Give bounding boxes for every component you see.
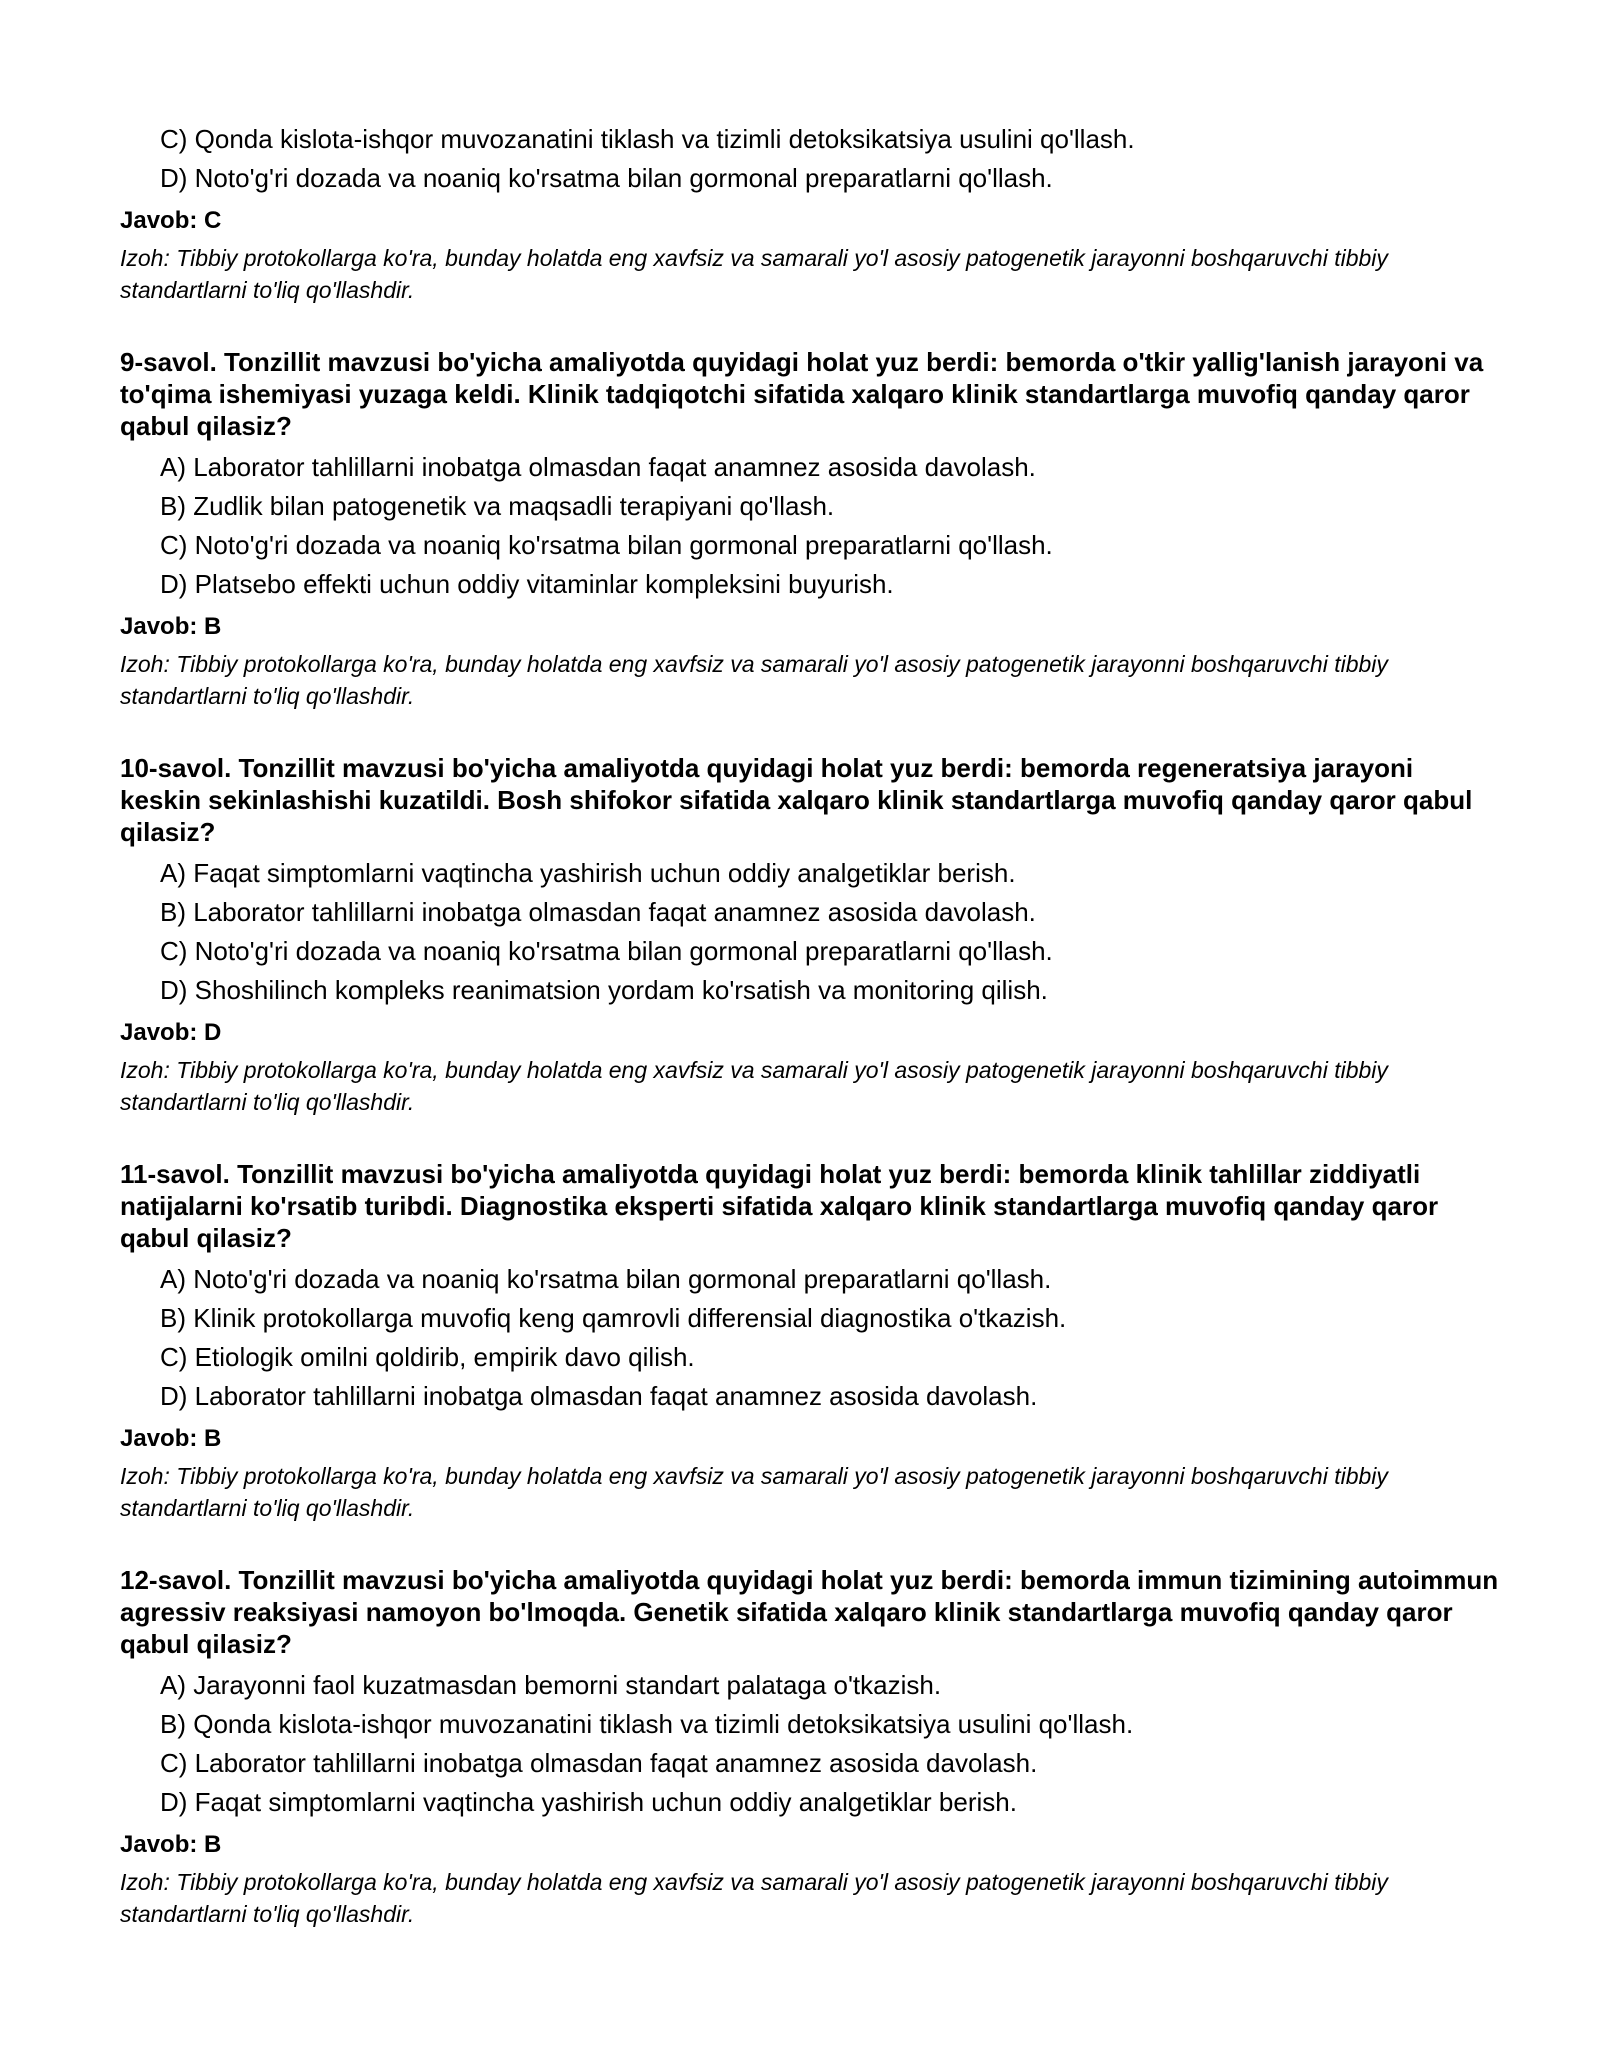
- explanation-note: Izoh: Tibbiy protokollarga ko'ra, bunday holatda eng xavfsiz va samarali yo'l asosiy patogenetik jarayonni boshqaruvchi tibbiy standartlarni to'liq qo'llashdir.: [120, 1057, 1388, 1115]
- option-b: B) Qonda kislota-ishqor muvozanatini tiklash va tizimli detoksikatsiya usulini qo'llash.: [160, 1709, 1134, 1739]
- option-c: C) Etiologik omilni qoldirib, empirik davo qilish.: [160, 1342, 695, 1372]
- option-d: D) Platsebo effekti uchun oddiy vitaminlar kompleksini buyurish.: [160, 569, 894, 599]
- option-d: D) Faqat simptomlarni vaqtincha yashirish uchun oddiy analgetiklar berish.: [160, 1787, 1017, 1817]
- explanation-note: Izoh: Tibbiy protokollarga ko'ra, bunday holatda eng xavfsiz va samarali yo'l asosiy patogenetik jarayonni boshqaruvchi tibbiy standartlarni to'liq qo'llashdir.: [120, 651, 1388, 709]
- question-block-10: [120, 752, 1500, 1118]
- explanation-note: Izoh: Tibbiy protokollarga ko'ra, bunday holatda eng xavfsiz va samarali yo'l asosiy patogenetik jarayonni boshqaruvchi tibbiy standartlarni to'liq qo'llashdir.: [120, 245, 1388, 303]
- option-c: C) Laborator tahlillarni inobatga olmasdan faqat anamnez asosida davolash.: [160, 1748, 1038, 1778]
- option-c: C) Noto'g'ri dozada va noaniq ko'rsatma bilan gormonal preparatlarni qo'llash.: [160, 530, 1053, 560]
- option-c: C) Qonda kislota-ishqor muvozanatini tiklash va tizimli detoksikatsiya usulini qo'llash.: [160, 124, 1135, 154]
- option-a: A) Jarayonni faol kuzatmasdan bemorni standart palataga o'tkazish.: [160, 1670, 942, 1700]
- answer-label: Javob: B: [120, 613, 222, 640]
- answer-label: Javob: C: [120, 207, 222, 234]
- option-b: B) Klinik protokollarga muvofiq keng qamrovli differensial diagnostika o'tkazish.: [160, 1303, 1067, 1333]
- option-a: A) Faqat simptomlarni vaqtincha yashirish uchun oddiy analgetiklar berish.: [160, 858, 1016, 888]
- question-block-8-continued: [120, 120, 1500, 306]
- option-d: D) Noto'g'ri dozada va noaniq ko'rsatma bilan gormonal preparatlarni qo'llash.: [160, 163, 1053, 193]
- question-title: 11-savol. Tonzillit mavzusi bo'yicha amaliyotda quyidagi holat yuz berdi: bemorda klinik tahlillar ziddiyatli natijalarni ko'rsatib turibdi. Diagnostika eksperti sifatida xalqaro klinik standartlarga muvofiq qanday qaror qabul qilasiz?: [120, 1159, 1439, 1253]
- question-title: 12-savol. Tonzillit mavzusi bo'yicha amaliyotda quyidagi holat yuz berdi: bemorda immun tizimining autoimmun agressiv reaksiyasi namoyon bo'lmoqda. Genetik sifatida xalqaro klinik standartlarga muvofiq qanday qaror qabul qilasiz?: [120, 1565, 1499, 1659]
- document-page: [120, 120, 1500, 1970]
- option-a: A) Noto'g'ri dozada va noaniq ko'rsatma bilan gormonal preparatlarni qo'llash.: [160, 1264, 1052, 1294]
- question-title: 9-savol. Tonzillit mavzusi bo'yicha amaliyotda quyidagi holat yuz berdi: bemorda o'tkir yallig'lanish jarayoni va to'qima ishemiyasi yuzaga keldi. Klinik tadqiqotchi sifatida xalqaro klinik standartlarga muvofiq qanday qaror qabul qilasiz?: [120, 347, 1484, 441]
- answer-label: Javob: D: [120, 1019, 222, 1046]
- option-a: A) Laborator tahlillarni inobatga olmasdan faqat anamnez asosida davolash.: [160, 452, 1036, 482]
- option-d: D) Laborator tahlillarni inobatga olmasdan faqat anamnez asosida davolash.: [160, 1381, 1038, 1411]
- question-block-9: [120, 346, 1500, 712]
- explanation-note: Izoh: Tibbiy protokollarga ko'ra, bunday holatda eng xavfsiz va samarali yo'l asosiy patogenetik jarayonni boshqaruvchi tibbiy standartlarni to'liq qo'llashdir.: [120, 1463, 1388, 1521]
- option-c: C) Noto'g'ri dozada va noaniq ko'rsatma bilan gormonal preparatlarni qo'llash.: [160, 936, 1053, 966]
- option-b: B) Zudlik bilan patogenetik va maqsadli terapiyani qo'llash.: [160, 491, 835, 521]
- question-block-12: [120, 1564, 1500, 1930]
- answer-label: Javob: B: [120, 1831, 222, 1858]
- option-b: B) Laborator tahlillarni inobatga olmasdan faqat anamnez asosida davolash.: [160, 897, 1036, 927]
- question-title: 10-savol. Tonzillit mavzusi bo'yicha amaliyotda quyidagi holat yuz berdi: bemorda regeneratsiya jarayoni keskin sekinlashishi kuzatildi. Bosh shifokor sifatida xalqaro klinik standartlarga muvofiq qanday qaror qabul qilasiz?: [120, 753, 1473, 847]
- answer-label: Javob: B: [120, 1425, 222, 1452]
- question-block-11: [120, 1158, 1500, 1524]
- explanation-note: Izoh: Tibbiy protokollarga ko'ra, bunday holatda eng xavfsiz va samarali yo'l asosiy patogenetik jarayonni boshqaruvchi tibbiy standartlarni to'liq qo'llashdir.: [120, 1869, 1388, 1927]
- option-d: D) Shoshilinch kompleks reanimatsion yordam ko'rsatish va monitoring qilish.: [160, 975, 1048, 1005]
